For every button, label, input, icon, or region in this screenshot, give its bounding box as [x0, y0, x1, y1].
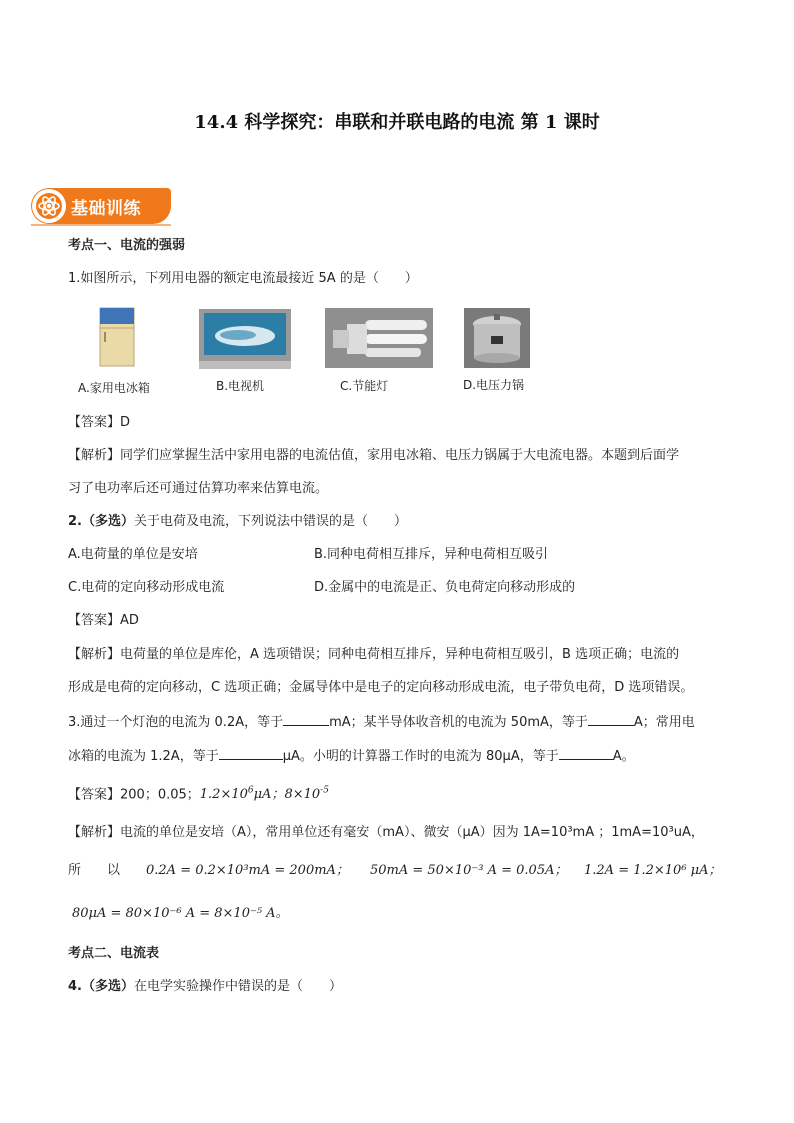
answer-3-exp-b: 6 — [247, 786, 254, 796]
question-3-text-c: A；常用电 — [633, 715, 695, 730]
question-3-line-1 — [68, 711, 695, 733]
analysis-1-line-1: 【解析】同学们应掌握生活中家用电器的电流估值，家用电冰箱、电压力锅属于大电流电器。本题到后面学 — [68, 448, 680, 463]
answer-blank[interactable] — [588, 711, 634, 726]
option-b-caption: B.电视机 — [216, 379, 265, 393]
question-1-text: 1.如图所示，下列用电器的额定电流最接近 5A 的是（ ） — [68, 271, 418, 286]
section-heading-1: 考点一、电流的强弱 — [68, 238, 186, 253]
question-3-text-b: mA；某半导体收音机的电流为 50mA，等于 — [329, 715, 588, 730]
section-banner — [31, 188, 171, 224]
equation-1: 0.2A = 0.2×10³mA = 200mA； — [146, 863, 349, 878]
tv-image — [198, 308, 292, 370]
question-4-label: 4.（多选） — [68, 979, 134, 994]
question-4-text: 在电学实验操作中错误的是（ ） — [133, 979, 342, 994]
question-3-text-d: 冰箱的电流为 1.2A，等于 — [68, 749, 219, 764]
analysis-1-line-2: 习了电功率后还可通过估算功率来估算电流。 — [68, 481, 329, 496]
equation-2: 50mA = 50×10⁻³ A = 0.05A； — [370, 863, 568, 878]
equation-3: 1.2A = 1.2×10⁶ μA； — [584, 863, 722, 878]
question-2-text: 关于电荷及电流，下列说法中错误的是（ ） — [133, 514, 407, 529]
question-2 — [68, 512, 407, 532]
answer-3-exp-c: -5 — [320, 786, 329, 796]
analysis-3-line-1: 【解析】电流的单位是安培（A），常用单位还有毫安（mA）、微安（μA）因为 1A=10³mA ；1mA=10³uA， — [68, 825, 704, 840]
analysis-2-line-2: 形成是电荷的定向移动，C 选项正确；金属导体中是电子的定向移动形成电流，电子带负电荷，D 选项错误。 — [68, 680, 694, 695]
answer-3-value-b: 1.2×10 — [199, 787, 248, 803]
section-heading-2: 考点二、电流表 — [68, 946, 160, 961]
question-2-option-a: A.电荷量的单位是安培 — [68, 547, 198, 562]
question-2-option-d: D.金属中的电流是正、负电荷定向移动形成的 — [314, 580, 576, 595]
question-1 — [68, 269, 418, 289]
question-3-text-f: A。 — [612, 749, 635, 764]
answer-3-text: 【答案】200；0.05； — [68, 787, 200, 803]
analysis-3-lead: 所 以 — [68, 863, 121, 878]
section-banner-label: 基础训练 — [71, 199, 141, 219]
question-2-label: 2.（多选） — [68, 514, 134, 529]
answer-1: 【答案】D — [68, 415, 131, 430]
answer-3-value-c: ；8×10 — [271, 787, 321, 803]
question-3-line-2 — [68, 745, 635, 767]
answer-3-unit-b: μA — [253, 787, 272, 803]
question-2-option-c: C.电荷的定向移动形成电流 — [68, 580, 225, 595]
atom-icon — [36, 193, 62, 219]
energy-saving-lamp-image — [325, 308, 433, 368]
answer-blank[interactable] — [219, 745, 283, 760]
fridge-image — [96, 306, 138, 368]
answer-3 — [68, 781, 329, 805]
option-c-caption: C.节能灯 — [340, 379, 389, 393]
question-2-option-b: B.同种电荷相互排斥，异种电荷相互吸引 — [314, 547, 549, 562]
equation-4: 80μA = 80×10⁻⁶ A = 8×10⁻⁵ A。 — [72, 906, 289, 921]
question-3-text-a: 3.通过一个灯泡的电流为 0.2A，等于 — [68, 715, 284, 730]
answer-2: 【答案】AD — [68, 613, 139, 628]
question-4 — [68, 977, 342, 997]
banner-underline — [31, 224, 171, 226]
option-d-caption: D.电压力锅 — [463, 378, 525, 392]
answer-blank[interactable] — [283, 711, 329, 726]
page-title: 14.4 科学探究：串联和并联电路的电流 第 1 课时 — [194, 112, 600, 133]
answer-blank[interactable] — [559, 745, 613, 760]
question-3-text-e: μA。小明的计算器工作时的电流为 80μA，等于 — [282, 749, 559, 764]
pressure-cooker-image — [464, 308, 530, 368]
analysis-2-line-1: 【解析】电荷量的单位是库伦，A 选项错误；同种电荷相互排斥，异种电荷相互吸引，B 选项正确；电流的 — [68, 647, 680, 662]
option-a-caption: A.家用电冰箱 — [78, 381, 150, 395]
